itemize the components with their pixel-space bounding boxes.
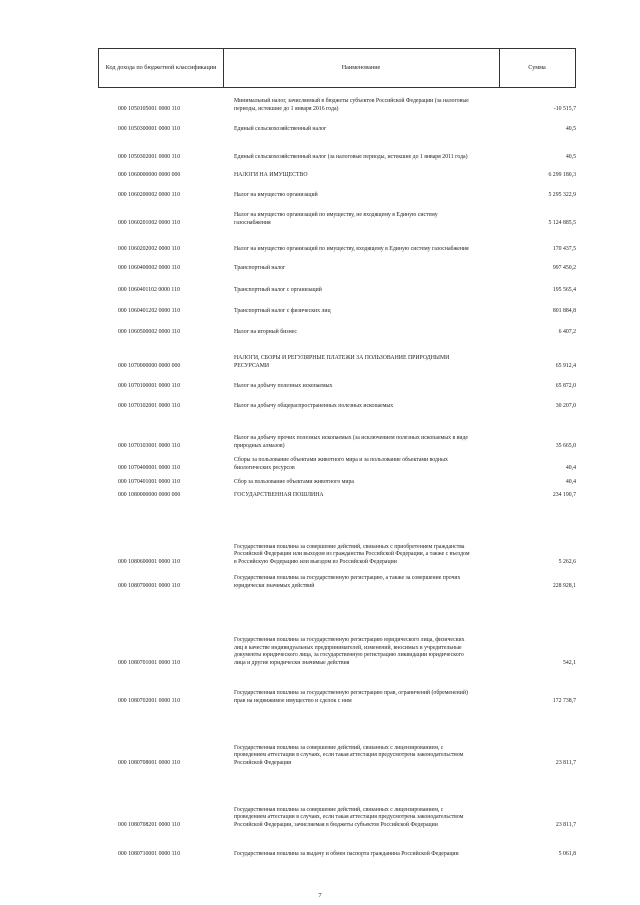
row-name: Сборы за пользование объектами животного мира и за пользование объектами водных биологических ресурсов (234, 457, 448, 471)
row-code: 000 1070401001 0000 110 (118, 478, 181, 485)
row-amount: 234 190,7 (552, 491, 576, 498)
row-code: 000 1070103001 0000 110 (118, 442, 181, 449)
table-row (98, 798, 576, 858)
row-amount: 997 450,2 (552, 264, 576, 271)
row-amount: 30 207,0 (555, 402, 576, 409)
row-name: Налог на добычу полезных ископаемых (234, 382, 333, 389)
row-name: Государственная пошлина за государственную регистрацию прав, ограничений (обременений) прав на недвижимое имущество и сделок с ним (234, 690, 468, 704)
row-code: 000 1060202002 0000 110 (118, 245, 181, 252)
row-amount: 5 124 885,5 (548, 219, 576, 226)
row-name: НАЛОГИ, СБОРЫ И РЕГУЛЯРНЫЕ ПЛАТЕЖИ ЗА ПОЛЬЗОВАНИЕ ПРИРОДНЫМИ РЕСУРСАМИ (234, 355, 450, 369)
row-code: 000 1080708001 0000 110 (118, 759, 181, 766)
row-name: Налог на имущество организаций (234, 191, 318, 198)
row-amount: 5 262,6 (558, 558, 576, 565)
row-name: Сбор за пользование объектами животного мира (234, 478, 354, 485)
row-name: Минимальный налог, зачисляемый в бюджеты субъектов Российской Федерации (за налоговые периоды, истекшие до 1 января 2016 года) (234, 98, 469, 112)
row-amount: 40,5 (565, 125, 576, 132)
row-amount: 172 738,7 (552, 697, 576, 704)
row-amount: 195 565,4 (552, 286, 576, 293)
row-code: 000 1080600001 0000 110 (118, 558, 181, 565)
row-name: ГОСУДАРСТВЕННАЯ ПОШЛИНА (234, 491, 324, 498)
row-code: 000 1070100001 0000 110 (118, 382, 181, 389)
row-amount: 65 872,0 (555, 382, 576, 389)
row-name: Единый сельскохозяйственный налог (234, 125, 327, 132)
table-row (98, 439, 576, 499)
row-amount: 801 884,8 (552, 307, 576, 314)
row-name: Государственная пошлина за совершение действий, связанных с приобретением гражданства Российской Федерации или выходом из гражданства Российской Федерации, а также с въездом в Российскую Федерацию или выездом из Российской Федерации (234, 543, 470, 565)
row-amount: 35 665,0 (555, 442, 576, 449)
row-name: Транспортный налог (234, 264, 286, 271)
row-name: Налог на имущество организаций по имуществу, не входящему в Единую систему газоснабжения (234, 212, 438, 226)
row-name: Налог на имущество организаций по имуществу, входящему в Единую систему газоснабжения (234, 245, 469, 252)
row-name: Государственная пошлина за государственную регистрацию, а также за совершение прочих юридически значимых действий (234, 575, 461, 589)
row-amount: 542,1 (562, 659, 576, 666)
row-code: 000 1080701001 0000 110 (118, 659, 181, 666)
row-amount: 5 295 322,9 (548, 191, 576, 198)
row-name: НАЛОГИ НА ИМУЩЕСТВО (234, 171, 308, 178)
row-code: 000 1060200002 0000 110 (118, 191, 181, 198)
row-code: 000 1080708201 0000 110 (118, 821, 181, 828)
row-code: 000 1060000000 0000 000 (118, 171, 181, 178)
row-code: 000 1050302001 0000 110 (118, 153, 181, 160)
table-row (98, 645, 576, 705)
table-row (98, 530, 576, 590)
row-code: 000 1060401202 0000 110 (118, 307, 181, 314)
header-sum-column: Сумма (528, 64, 546, 72)
row-name: Налог на игорный бизнес (234, 328, 297, 335)
row-name: Транспортный налог с организаций (234, 286, 322, 293)
row-code: 000 1060201002 0000 110 (118, 219, 181, 226)
page-number: 7 (318, 892, 322, 899)
row-code: 000 1050105001 0000 110 (118, 105, 181, 112)
row-amount: 40,4 (565, 464, 576, 471)
row-code: 000 1070102001 0000 110 (118, 402, 181, 409)
row-amount: 23 811,7 (555, 759, 576, 766)
row-name: Налог на добычу прочих полезных ископаемых (за исключением полезных ископаемых в виде природных алмазов) (234, 435, 468, 449)
row-name: Налог на добычу общераспространенных полезных ископаемых (234, 402, 394, 409)
row-code: 000 1070400001 0000 110 (118, 464, 181, 471)
row-name: Государственная пошлина за государственную регистрацию юридического лица, физических лиц в качестве индивидуальных предпринимателей, изменений, вносимых в учредительные документы юридического лица, за государственную регистрацию ликвидации юридического лица и другие юридически значимые действия (234, 637, 465, 666)
row-amount: 65 912,4 (555, 362, 576, 369)
row-amount: 6 407,2 (558, 328, 576, 335)
row-amount: 23 811,7 (555, 821, 576, 828)
table-row (98, 707, 576, 767)
row-code: 000 1050300001 0000 110 (118, 125, 181, 132)
row-code: 000 1080710001 0000 110 (118, 850, 181, 857)
row-amount: 40,4 (565, 478, 576, 485)
row-name: Государственная пошлина за совершение действий, связанных с лицензированием, с проведением аттестации в случаях, если такая аттестация предусмотрена законодательством Российской Федерации, зачисляемая в бюджеты субъектов Российской Федерации (234, 806, 464, 828)
row-amount: -10 515,7 (553, 105, 576, 112)
row-code: 000 1070000000 0000 000 (118, 362, 181, 369)
row-code: 000 1080000000 0000 000 (118, 491, 181, 498)
header-code-column: Код дохода по бюджетной классификации (99, 49, 224, 87)
row-code: 000 1080700001 0000 110 (118, 582, 181, 589)
row-amount: 40,5 (565, 153, 576, 160)
row-code: 000 1080702001 0000 110 (118, 697, 181, 704)
row-amount: 5 061,8 (558, 850, 576, 857)
row-name: Единый сельскохозяйственный налог (за налоговые периоды, истекшие до 1 января 2011 года) (234, 153, 468, 160)
row-amount: 6 299 180,3 (548, 171, 576, 178)
row-code: 000 1060400002 0000 110 (118, 264, 181, 271)
row-name: Транспортный налог с физических лиц (234, 307, 331, 314)
row-code: 000 1060500002 0000 110 (118, 328, 181, 335)
header-name-column: Наименование (223, 49, 500, 87)
row-amount: 228 928,1 (552, 582, 576, 589)
row-code: 000 1060401102 0000 110 (118, 286, 180, 293)
row-amount: 170 437,5 (552, 245, 576, 252)
row-name: Государственная пошлина за совершение действий, связанных с лицензированием, с проведением аттестации в случаях, если такая аттестация предусмотрена законодательством Российской Федерации (234, 744, 464, 766)
row-name: Государственная пошлина за выдачу и обмен паспорта гражданина Российской Федерации (234, 850, 459, 857)
